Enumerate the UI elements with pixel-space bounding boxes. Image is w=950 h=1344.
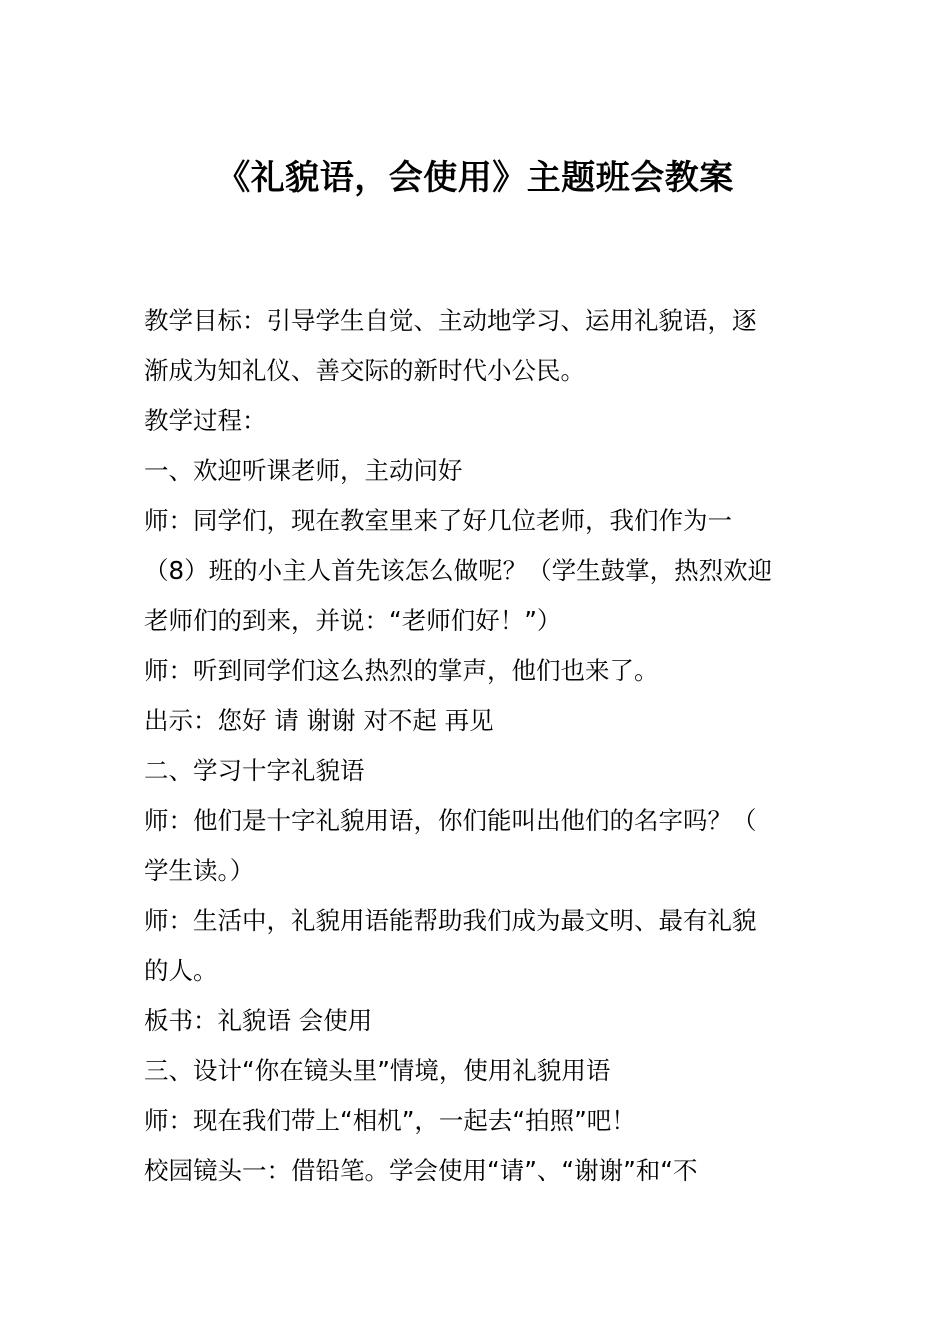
paragraph-line: 教学目标：引导学生自觉、主动地学习、运用礼貌语，逐 [144, 306, 757, 335]
section-label: 教学过程： [144, 406, 267, 435]
document-title: 《礼貌语，会使用》主题班会教案 [216, 158, 734, 198]
section-heading: 三、设计“你在镜头里”情境，使用礼貌用语 [144, 1056, 611, 1085]
section-heading: 一、欢迎听课老师，主动问好 [144, 456, 463, 485]
paragraph-line: 校园镜头一：借铅笔。学会使用“请”、“谢谢”和“不 [144, 1156, 698, 1185]
paragraph-line: 师：听到同学们这么热烈的掌声，他们也来了。 [144, 656, 659, 685]
document-body [144, 296, 814, 1196]
paragraph-line: 老师们的到来，并说：“老师们好！”） [144, 606, 562, 635]
paragraph-line: 学生读。） [144, 856, 255, 885]
section-heading: 二、学习十字礼貌语 [144, 756, 365, 785]
paragraph-line: 的人。 [144, 956, 218, 985]
paragraph-line: （8）班的小主人首先该怎么做呢？（学生鼓掌，热烈欢迎 [144, 556, 773, 585]
paragraph-line: 出示：您好 请 谢谢 对不起 再见 [144, 706, 494, 735]
paragraph-line: 师：同学们，现在教室里来了好几位老师，我们作为一 [144, 506, 732, 535]
paragraph-line: 师：生活中，礼貌用语能帮助我们成为最文明、最有礼貌 [144, 906, 757, 935]
paragraph-line: 师：他们是十字礼貌用语，你们能叫出他们的名字吗？（ [144, 806, 757, 835]
paragraph-line: 渐成为知礼仪、善交际的新时代小公民。 [144, 356, 585, 385]
paragraph-line: 师：现在我们带上“相机”，一起去“拍照”吧！ [144, 1106, 636, 1135]
paragraph-line: 板书：礼貌语 会使用 [144, 1006, 373, 1035]
